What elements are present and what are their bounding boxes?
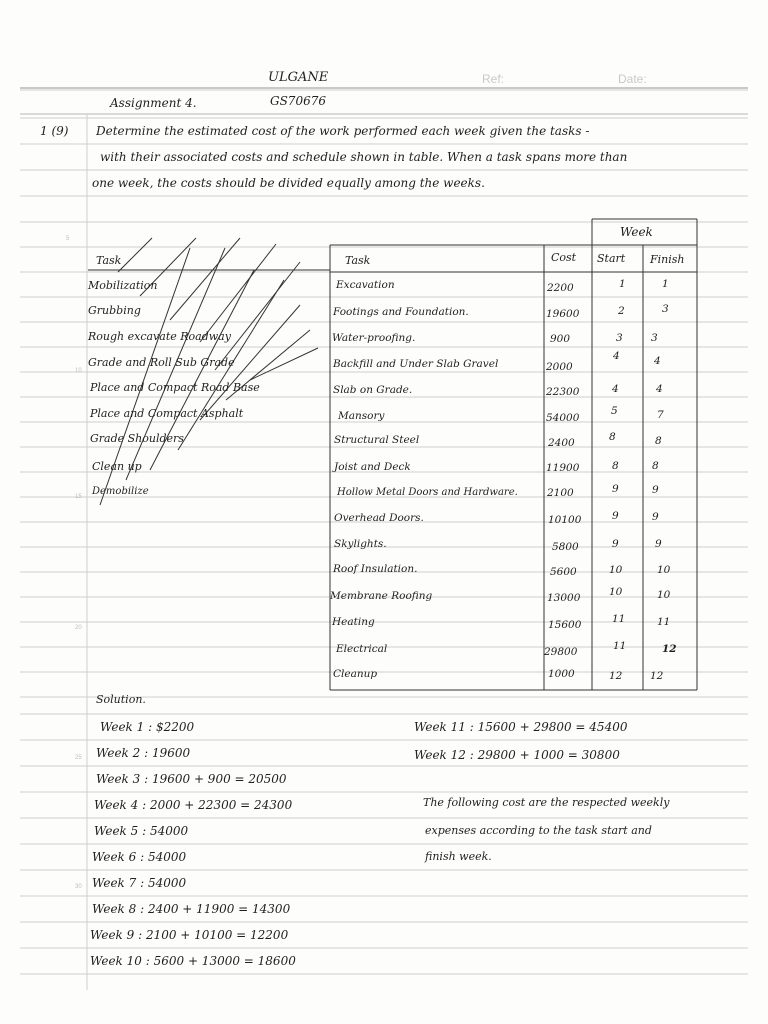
row-cost: 22300 xyxy=(546,386,580,398)
solution-note-line-3: finish week. xyxy=(425,850,492,863)
solution-week-line: Week 11 : 15600 + 29800 = 45400 xyxy=(414,720,628,734)
solution-week-line: Week 8 : 2400 + 11900 = 14300 xyxy=(92,902,291,916)
row-cost: 19600 xyxy=(546,308,580,320)
question-line-2: with their associated costs and schedule shown in table. When a task spans more than xyxy=(100,150,628,164)
row-start: 4 xyxy=(612,383,619,395)
row-cost: 5600 xyxy=(550,566,577,578)
row-finish: 3 xyxy=(662,303,669,315)
row-task: Structural Steel xyxy=(334,434,420,446)
left-table-task: Place and Compact Asphalt xyxy=(90,407,244,420)
column-header-cost: Cost xyxy=(551,251,577,264)
row-start: 12 xyxy=(609,670,623,682)
column-header-task: Task xyxy=(345,254,371,267)
row-finish: 1 xyxy=(662,278,669,290)
row-finish: 11 xyxy=(657,616,671,628)
solution-week-line: Week 4 : 2000 + 22300 = 24300 xyxy=(94,798,293,812)
row-finish: 3 xyxy=(651,332,658,344)
left-table-task: Clean up xyxy=(92,460,142,473)
row-task: Overhead Doors. xyxy=(334,512,424,524)
row-finish: 8 xyxy=(652,460,659,472)
row-task: Cleanup xyxy=(333,668,378,680)
row-start: 3 xyxy=(616,332,623,344)
date-label: Date: xyxy=(618,72,647,86)
solution-week-line: Week 2 : 19600 xyxy=(96,746,191,760)
row-finish: 9 xyxy=(652,484,659,496)
week-header: Week xyxy=(620,225,653,239)
row-start: 11 xyxy=(612,613,626,625)
margin-number: 15 xyxy=(75,494,82,500)
row-start: 1 xyxy=(619,278,626,290)
row-cost: 2100 xyxy=(547,487,574,499)
row-finish: 10 xyxy=(657,564,671,576)
margin-number: 30 xyxy=(75,884,82,890)
solution-week-line: Week 3 : 19600 + 900 = 20500 xyxy=(96,772,287,786)
margin-number: 10 xyxy=(75,368,82,374)
row-task: Roof Insulation. xyxy=(333,563,418,575)
row-task: Electrical xyxy=(336,643,388,655)
left-table-task: Grubbing xyxy=(88,304,141,317)
row-finish: 4 xyxy=(656,383,663,395)
row-start: 10 xyxy=(609,586,623,598)
row-cost: 2400 xyxy=(548,437,575,449)
row-cost: 54000 xyxy=(546,412,580,424)
ref-label: Ref: xyxy=(482,72,505,86)
assignment-title: Assignment 4. xyxy=(110,96,197,110)
row-cost: 10100 xyxy=(548,514,582,526)
row-cost: 900 xyxy=(550,333,571,345)
solution-week-line: Week 9 : 2100 + 10100 = 12200 xyxy=(90,928,289,942)
margin-number: 5 xyxy=(66,236,70,242)
row-task: Skylights. xyxy=(334,538,387,550)
row-task: Excavation xyxy=(336,279,395,291)
left-table-task: Place and Compact Road Base xyxy=(90,381,260,394)
question-line-1: Determine the estimated cost of the work performed each week given the tasks - xyxy=(96,124,590,138)
solution-week-line: Week 5 : 54000 xyxy=(94,824,189,838)
row-task: Footings and Foundation. xyxy=(333,306,469,318)
row-cost: 2000 xyxy=(546,361,573,373)
row-task: Membrane Roofing xyxy=(330,590,433,602)
column-header-finish: Finish xyxy=(650,253,685,266)
solution-note-line-2: expenses according to the task start and xyxy=(425,824,652,837)
solution-week-line: Week 1 : $2200 xyxy=(100,720,195,734)
row-cost: 1000 xyxy=(548,668,575,680)
row-start: 9 xyxy=(612,538,619,550)
left-table-task: Rough excavate Roadway xyxy=(88,330,231,343)
student-name: ULGANE xyxy=(268,70,329,85)
margin-number: 20 xyxy=(75,625,82,631)
row-finish: 12 xyxy=(650,670,664,682)
row-finish: 8 xyxy=(655,435,662,447)
row-finish: 7 xyxy=(657,409,664,421)
solution-week-line: Week 12 : 29800 + 1000 = 30800 xyxy=(414,748,620,762)
row-cost: 11900 xyxy=(546,462,580,474)
solution-week-line: Week 10 : 5600 + 13000 = 18600 xyxy=(90,954,296,968)
row-finish: 12 xyxy=(662,643,677,655)
solution-note-line-1: The following cost are the respected weekly xyxy=(423,796,670,809)
row-start: 5 xyxy=(611,405,618,417)
question-line-3: one week, the costs should be divided equally among the weeks. xyxy=(92,176,485,190)
row-start: 4 xyxy=(613,350,620,362)
row-start: 9 xyxy=(612,483,619,495)
margin-number: 25 xyxy=(75,755,82,761)
row-finish: 9 xyxy=(652,511,659,523)
row-finish: 10 xyxy=(657,589,671,601)
row-start: 8 xyxy=(609,431,616,443)
row-start: 2 xyxy=(618,305,625,317)
row-start: 9 xyxy=(612,510,619,522)
row-task: Water-proofing. xyxy=(332,332,416,344)
left-table-task: Demobilize xyxy=(92,486,149,497)
row-task: Joist and Deck xyxy=(334,461,411,473)
row-start: 10 xyxy=(609,564,623,576)
left-table-task: Grade Shoulders xyxy=(90,432,184,445)
row-start: 8 xyxy=(612,460,619,472)
student-id: GS70676 xyxy=(270,94,326,108)
row-start: 11 xyxy=(613,640,627,652)
solution-week-line: Week 7 : 54000 xyxy=(92,876,187,890)
row-task: Mansory xyxy=(338,410,385,422)
solution-label: Solution. xyxy=(96,693,146,706)
left-table-header: Task xyxy=(96,254,122,267)
row-cost: 15600 xyxy=(548,619,582,631)
left-table-task: Grade and Roll Sub Grade xyxy=(88,356,235,369)
row-cost: 29800 xyxy=(544,646,578,658)
row-cost: 13000 xyxy=(547,592,581,604)
row-task: Slab on Grade. xyxy=(333,384,413,396)
row-task: Backfill and Under Slab Gravel xyxy=(333,358,499,370)
row-task: Hollow Metal Doors and Hardware. xyxy=(337,487,518,498)
column-header-start: Start xyxy=(597,252,626,265)
row-cost: 5800 xyxy=(552,541,579,553)
row-finish: 4 xyxy=(654,355,661,367)
row-cost: 2200 xyxy=(547,282,574,294)
question-number: 1 (9) xyxy=(40,124,69,138)
row-task: Heating xyxy=(332,616,375,628)
solution-week-line: Week 6 : 54000 xyxy=(92,850,187,864)
left-table-task: Mobilization xyxy=(88,279,158,292)
row-finish: 9 xyxy=(655,538,662,550)
